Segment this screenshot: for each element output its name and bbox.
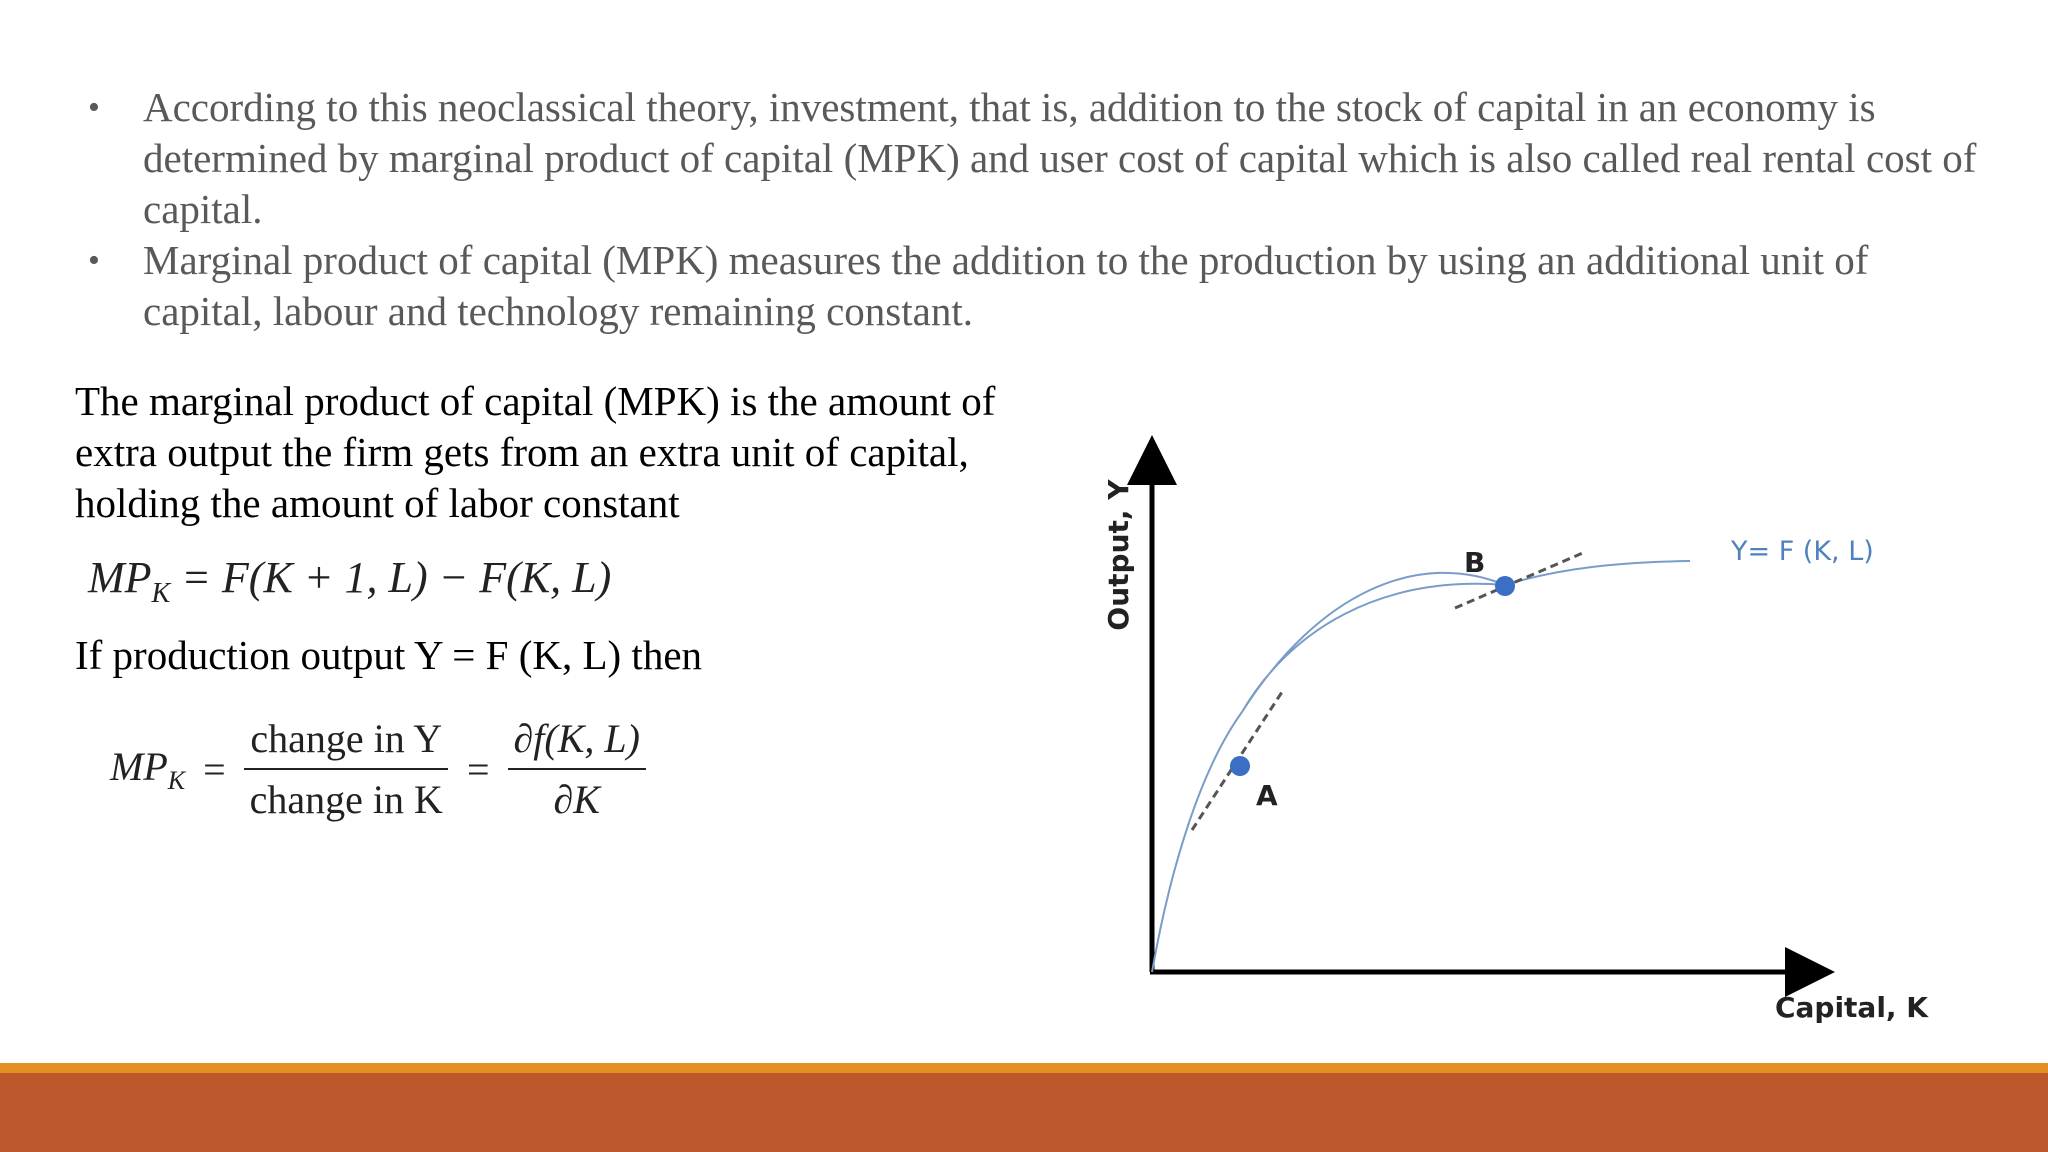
eq2-equals-2: = [466, 746, 490, 792]
x-axis-label: Capital, K [1774, 991, 1928, 1024]
production-curve [1152, 573, 1505, 972]
fraction-partial [508, 715, 646, 823]
fraction-change [244, 715, 449, 823]
fraction-partial-num: ∂f(K, L) [508, 715, 646, 770]
fraction-partial-den: ∂K [553, 777, 600, 822]
bullet-list [88, 82, 1988, 337]
point-b-label: B [1464, 546, 1486, 579]
eq2-equals-1: = [203, 746, 226, 792]
point-a [1230, 756, 1250, 776]
fraction-change-num: change in Y [244, 715, 448, 770]
eq1-lhs: MP [88, 553, 152, 602]
mpk-definition: The marginal product of capital (MPK) is the amount of extra output the firm gets from an extra unit of capital, holding the amount of labor constant [75, 378, 996, 526]
eq2-lhs [110, 743, 185, 796]
bullet-text: According to this neoclassical theory, investment, that is, addition to the stock of capital in an economy is determined by marginal product of capital (MPK) and user cost of capital which is also called real rental cost of capital. [143, 84, 1977, 232]
footer-bar [0, 1073, 2048, 1152]
mpk-equation [88, 552, 611, 610]
curve-label: Y= F (K, L) [1731, 536, 1874, 567]
eq2-lhs-sub: K [167, 765, 186, 795]
y-axis-label: Output, Y [1102, 479, 1135, 631]
fraction-change-den: change in K [249, 777, 443, 822]
bullet-dot: • [88, 89, 100, 126]
production-condition: If production output Y = F (K, L) then [75, 632, 703, 678]
point-a-label: A [1256, 779, 1278, 812]
bullet-item [88, 235, 1988, 337]
footer-accent-bar [0, 1063, 2048, 1073]
bullet-text: Marginal product of capital (MPK) measures the addition to the production by using an additional unit of capital, labour and technology remaining constant. [143, 237, 1869, 334]
eq1-rhs: = F(K + 1, L) − F(K, L) [181, 553, 612, 602]
eq2-lhs-main: MP [110, 743, 168, 789]
bullet-dot: • [88, 242, 100, 279]
bullet-item [88, 82, 1988, 235]
eq1-lhs-sub: K [151, 577, 171, 609]
mpk-derivative-equation [110, 715, 646, 823]
production-function-chart [1090, 400, 1950, 1040]
point-b [1495, 576, 1515, 596]
